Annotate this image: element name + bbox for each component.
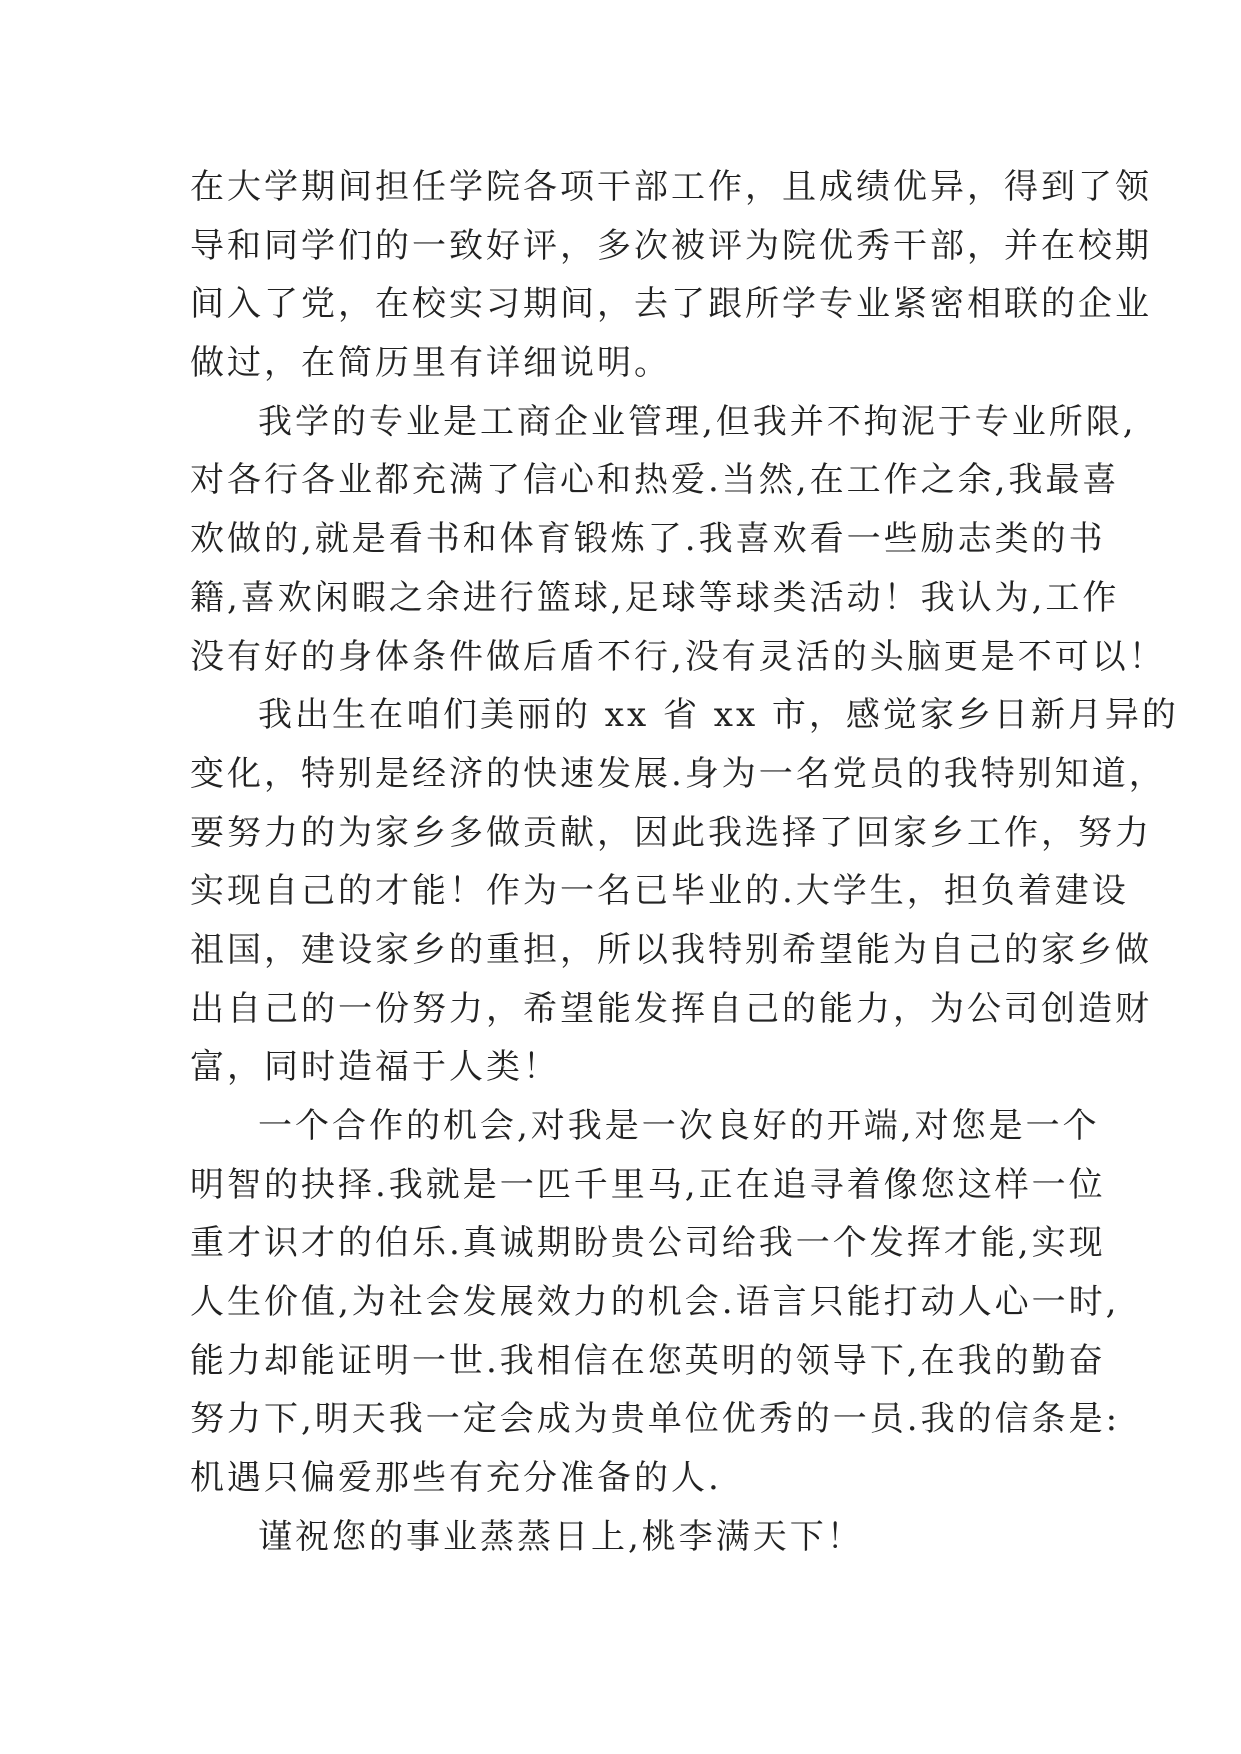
paragraph-line: 出自己的一份努力，希望能发挥自己的能力，为公司创造财 — [190, 988, 1152, 1029]
paragraph-line: 实现自己的才能！作为一名已毕业的.大学生，担负着建设 — [190, 871, 1129, 912]
paragraph-line: 我出生在咱们美丽的 xx 省 xx 市，感觉家乡日新月异的 — [258, 695, 1179, 736]
letter-body — [190, 158, 1179, 1567]
paragraph-line: 做过，在简历里有详细说明。 — [190, 343, 671, 384]
paragraph-line: 明智的抉择.我就是一匹千里马,正在追寻着像您这样一位 — [190, 1164, 1106, 1205]
paragraph-line: 努力下,明天我一定会成为贵单位优秀的一员.我的信条是: — [190, 1399, 1121, 1440]
paragraph-line: 能力却能证明一世.我相信在您英明的领导下,在我的勤奋 — [190, 1340, 1106, 1381]
paragraph-line: 人生价值,为社会发展效力的机会.语言只能打动人心一时, — [190, 1282, 1120, 1323]
paragraph-line: 变化，特别是经济的快速发展.身为一名党员的我特别知道， — [190, 753, 1166, 794]
paragraph-line: 我学的专业是工商企业管理,但我并不拘泥于专业所限, — [258, 401, 1137, 442]
paragraph-line: 祖国，建设家乡的重担，所以我特别希望能为自己的家乡做 — [190, 929, 1152, 970]
paragraph-line: 导和同学们的一致好评，多次被评为院优秀干部，并在校期 — [190, 225, 1152, 266]
paragraph-line: 对各行各业都充满了信心和热爱.当然,在工作之余,我最喜 — [190, 460, 1120, 501]
closing-paragraph — [190, 1508, 1070, 1567]
paragraph-line: 富，同时造福于人类！ — [190, 1047, 560, 1088]
paragraph-line: 欢做的,就是看书和体育锻炼了.我喜欢看一些励志类的书 — [190, 519, 1106, 560]
paragraph-1 — [190, 158, 1152, 393]
paragraph-line: 谨祝您的事业蒸蒸日上,桃李满天下！ — [258, 1516, 864, 1557]
paragraph-line: 没有好的身体条件做后盾不行,没有灵活的头脑更是不可以！ — [190, 636, 1166, 677]
paragraph-line: 要努力的为家乡多做贡献，因此我选择了回家乡工作，努力 — [190, 812, 1152, 853]
paragraph-3 — [190, 686, 1179, 1097]
paragraph-line: 间入了党，在校实习期间，去了跟所学专业紧密相联的企业 — [190, 284, 1152, 325]
paragraph-line: 机遇只偏爱那些有充分准备的人. — [190, 1458, 722, 1499]
paragraph-line: 籍,喜欢闲暇之余进行篮球,足球等球类活动！我认为,工作 — [190, 577, 1120, 618]
paragraph-2 — [190, 393, 1166, 686]
paragraph-4 — [190, 1097, 1121, 1508]
paragraph-line: 重才识才的伯乐.真诚期盼贵公司给我一个发挥才能,实现 — [190, 1223, 1106, 1264]
paragraph-line: 在大学期间担任学院各项干部工作，且成绩优异，得到了领 — [190, 167, 1152, 207]
paragraph-line: 一个合作的机会,对我是一次良好的开端,对您是一个 — [258, 1106, 1100, 1146]
